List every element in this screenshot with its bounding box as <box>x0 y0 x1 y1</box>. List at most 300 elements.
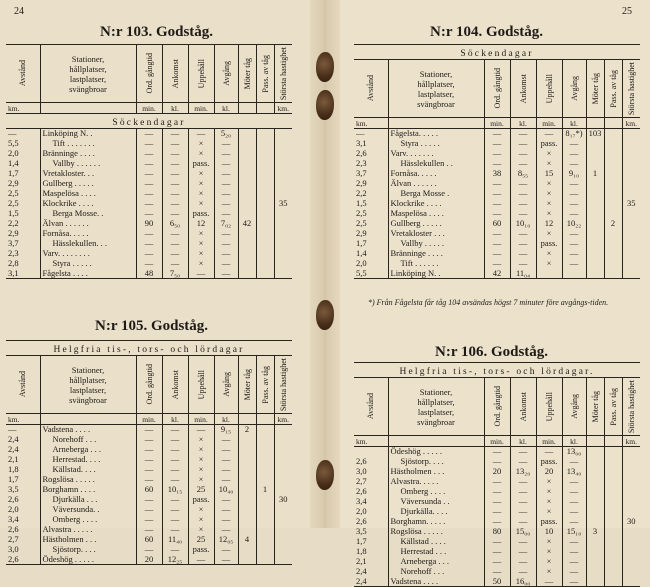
station-name: Fornåsa. . . . . <box>388 169 484 179</box>
mot-cell <box>586 229 604 239</box>
ank-cell: — <box>162 465 188 475</box>
mot-cell <box>586 467 604 477</box>
col-pass: Pass. av tåg <box>604 60 622 118</box>
speed-cell <box>274 179 292 189</box>
ord-cell: — <box>136 169 162 179</box>
upp-cell: pass. <box>188 545 214 555</box>
ank-cell: — <box>162 139 188 149</box>
avg-cell: — <box>214 445 238 455</box>
ord-cell: — <box>136 249 162 259</box>
ank-cell: — <box>510 129 536 139</box>
ord-cell: — <box>484 497 510 507</box>
km-cell: 2,3 <box>356 158 367 168</box>
upp-cell: × <box>536 567 562 577</box>
col-stations: Stationer, hållplatser, lastplatser, svängbroar <box>40 45 136 103</box>
ank-cell: — <box>510 159 536 169</box>
col-avgang: Avgång <box>562 378 586 436</box>
mot-cell <box>238 229 256 239</box>
ank-cell: 15₀₀ <box>510 527 536 537</box>
pas-cell <box>256 495 274 505</box>
avg-cell: 12₀₅ <box>214 535 238 545</box>
col-storsta: Största hastighet <box>622 378 640 436</box>
km-cell: 2,3 <box>8 248 19 258</box>
speed-cell <box>274 209 292 219</box>
avg-cell: — <box>562 239 586 249</box>
station-name: Maspelösa . . . . <box>40 189 136 199</box>
station-name: Styra . . . . . <box>40 259 136 269</box>
ord-cell: — <box>136 229 162 239</box>
station-name: Bränninge . . . . <box>40 149 136 159</box>
speed-cell <box>274 149 292 159</box>
upp-cell <box>536 269 562 279</box>
pas-cell <box>256 189 274 199</box>
pas-cell <box>604 557 622 567</box>
binding-stitch <box>316 90 334 120</box>
station-name: Bränninge . . . . <box>388 249 484 259</box>
avg-cell: — <box>214 199 238 209</box>
station-name: Berga Mosse . <box>388 189 484 199</box>
station-name: Fornåsa. . . . . <box>40 229 136 239</box>
station-name: Älvan . . . . . . <box>40 219 136 229</box>
upp-cell: × <box>188 189 214 199</box>
page-number-right: 25 <box>622 6 632 17</box>
avg-cell: — <box>562 497 586 507</box>
ank-cell: — <box>162 259 188 269</box>
pas-cell <box>604 577 622 587</box>
upp-cell: — <box>188 129 214 139</box>
avg-cell: — <box>562 477 586 487</box>
timetable-row <box>6 445 292 455</box>
pas-cell <box>256 129 274 139</box>
upp-cell: × <box>536 557 562 567</box>
timetable-row <box>354 209 640 219</box>
pas-cell <box>604 249 622 259</box>
mot-cell: 42 <box>238 219 256 229</box>
pas-cell <box>604 517 622 527</box>
pas-cell <box>256 199 274 209</box>
col-storsta: Största hastighet <box>274 45 292 103</box>
mot-cell <box>586 199 604 209</box>
speed-cell <box>622 129 640 139</box>
col-avgang: Avgång <box>214 45 238 103</box>
km-cell: 2,9 <box>356 228 367 238</box>
avg-cell: 5₂₀ <box>214 129 238 139</box>
avg-cell: — <box>214 435 238 445</box>
avg-cell: — <box>562 229 586 239</box>
mot-cell <box>586 259 604 269</box>
ord-cell: — <box>484 199 510 209</box>
unit-min: min. <box>136 414 162 425</box>
avg-cell: — <box>562 487 586 497</box>
col-stations: Stationer, hållplatser, lastplatser, svängbroar <box>40 356 136 414</box>
avg-cell: 13₄₀ <box>562 467 586 477</box>
ord-cell: — <box>484 557 510 567</box>
speed-cell <box>622 229 640 239</box>
ord-cell: 50 <box>484 577 510 587</box>
station-name: Väversunda. . <box>40 505 136 515</box>
speed-cell <box>274 189 292 199</box>
station-name: Älvan . . . . . . <box>388 179 484 189</box>
speed-cell <box>274 455 292 465</box>
timetable-row <box>6 179 292 189</box>
station-name: Norehoff . . . <box>40 435 136 445</box>
speed-cell <box>274 249 292 259</box>
km-cell: 2,0 <box>8 504 19 514</box>
unit-min: min. <box>484 118 510 129</box>
timetable-row <box>354 477 640 487</box>
ord-cell: 60 <box>136 485 162 495</box>
avg-cell: — <box>562 567 586 577</box>
ord-cell: — <box>136 209 162 219</box>
ank-cell: 10₁₀ <box>510 219 536 229</box>
upp-cell: × <box>536 249 562 259</box>
speed-cell <box>274 445 292 455</box>
speed-cell <box>622 497 640 507</box>
upp-cell: pass. <box>536 139 562 149</box>
upp-cell: × <box>536 259 562 269</box>
mot-cell <box>238 515 256 525</box>
mot-cell: 2 <box>238 425 256 435</box>
avg-cell: — <box>214 189 238 199</box>
day-band: Helgfria tis-, tors- och lördagar. <box>354 363 640 378</box>
avg-cell: — <box>214 505 238 515</box>
pas-cell <box>256 159 274 169</box>
col-storsta: Största hastighet <box>622 60 640 118</box>
speed-cell <box>622 179 640 189</box>
upp-cell: × <box>536 159 562 169</box>
ank-cell: — <box>510 229 536 239</box>
ank-cell: — <box>510 199 536 209</box>
avg-cell: 9₁₅ <box>214 425 238 435</box>
avg-cell <box>562 269 586 279</box>
upp-cell: × <box>536 189 562 199</box>
unit-min: min. <box>536 436 562 447</box>
timetable-row <box>6 189 292 199</box>
ank-cell: — <box>162 475 188 485</box>
mot-cell <box>586 547 604 557</box>
ord-cell: — <box>484 239 510 249</box>
mot-cell <box>238 475 256 485</box>
col-moter: Möter tåg <box>586 378 604 436</box>
upp-cell: pass. <box>536 239 562 249</box>
km-cell: 2,6 <box>8 524 19 534</box>
timetable-row <box>354 557 640 567</box>
speed-cell: 30 <box>274 495 292 505</box>
km-cell: 2,4 <box>356 576 367 586</box>
station-name: Ödeshög . . . . . <box>40 555 136 565</box>
unit-kl: kl. <box>562 118 586 129</box>
mot-cell <box>586 219 604 229</box>
ord-cell: — <box>484 547 510 557</box>
speed-cell: 35 <box>622 199 640 209</box>
km-cell: 2,9 <box>8 228 19 238</box>
timetable-row <box>6 129 292 139</box>
mot-cell <box>586 139 604 149</box>
ord-cell: — <box>484 249 510 259</box>
pas-cell <box>256 515 274 525</box>
mot-cell <box>586 447 604 457</box>
upp-cell: × <box>536 547 562 557</box>
avg-cell: — <box>562 159 586 169</box>
avg-cell: 15₁₀ <box>562 527 586 537</box>
ank-cell: — <box>162 169 188 179</box>
km-cell: 2,4 <box>356 566 367 576</box>
ank-cell: — <box>162 515 188 525</box>
upp-cell: 10 <box>536 527 562 537</box>
ank-cell: — <box>510 447 536 457</box>
mot-cell <box>238 259 256 269</box>
upp-cell: × <box>536 537 562 547</box>
timetable-row <box>6 475 292 485</box>
station-name: Linköping N. . <box>388 269 484 279</box>
timetable-row <box>354 447 640 457</box>
avg-cell: — <box>214 139 238 149</box>
pas-cell <box>256 545 274 555</box>
col-moter: Möter tåg <box>238 356 256 414</box>
avg-cell: 7₀₂ <box>214 219 238 229</box>
ank-cell: — <box>162 189 188 199</box>
station-name: Vretakloster. . . <box>40 169 136 179</box>
mot-cell <box>238 169 256 179</box>
speed-cell <box>274 465 292 475</box>
mot-cell <box>586 497 604 507</box>
avg-cell: — <box>214 259 238 269</box>
km-cell: 1,5 <box>356 198 367 208</box>
station-name: Hästholmen . . . <box>388 467 484 477</box>
pas-cell <box>256 219 274 229</box>
timetable-row <box>354 467 640 477</box>
station-name: Klockrike . . . . <box>40 199 136 209</box>
day-band: Söckendagar <box>6 114 292 129</box>
col-ord: Ord. gångtid <box>136 356 162 414</box>
train-106-title: N:r 106. Godståg. <box>435 344 549 360</box>
speed-cell <box>622 209 640 219</box>
station-name: Källstad . . . . <box>388 537 484 547</box>
col-avstand: Avstånd <box>6 356 40 414</box>
ord-cell: — <box>484 259 510 269</box>
avg-cell: — <box>214 465 238 475</box>
col-moter: Möter tåg <box>238 45 256 103</box>
avg-cell: — <box>562 189 586 199</box>
pas-cell <box>604 129 622 139</box>
timetable-row <box>354 219 640 229</box>
timetable-row <box>354 567 640 577</box>
mot-cell <box>586 209 604 219</box>
speed-cell <box>622 477 640 487</box>
ank-cell: — <box>510 239 536 249</box>
mot-cell <box>586 149 604 159</box>
ord-cell: — <box>484 179 510 189</box>
timetable-row <box>354 169 640 179</box>
col-moter: Möter tåg <box>586 60 604 118</box>
km-cell <box>354 447 388 457</box>
mot-cell <box>586 249 604 259</box>
avg-cell: — <box>214 515 238 525</box>
speed-cell <box>274 485 292 495</box>
ank-cell: — <box>162 445 188 455</box>
upp-cell: × <box>188 239 214 249</box>
pas-cell <box>256 269 274 279</box>
timetable-row <box>6 545 292 555</box>
mot-cell <box>586 577 604 587</box>
station-name: Varv. . . . . . . . <box>40 249 136 259</box>
ank-cell: — <box>510 149 536 159</box>
pas-cell <box>604 159 622 169</box>
ord-cell: — <box>136 515 162 525</box>
ank-cell: 11₀₄ <box>510 269 536 279</box>
pas-cell <box>256 259 274 269</box>
timetable-row <box>354 149 640 159</box>
avg-cell: — <box>214 169 238 179</box>
binding-stitch <box>316 460 334 490</box>
pas-cell <box>256 525 274 535</box>
avg-cell: — <box>562 537 586 547</box>
mot-cell <box>238 199 256 209</box>
ord-cell: — <box>136 259 162 269</box>
speed-cell <box>622 259 640 269</box>
speed-cell <box>622 487 640 497</box>
timetable-row <box>6 209 292 219</box>
timetable-row <box>6 435 292 445</box>
pas-cell <box>604 537 622 547</box>
km-cell: — <box>8 128 17 138</box>
pas-cell <box>604 567 622 577</box>
col-ankomst: Ankomst <box>510 378 536 436</box>
km-cell: 2,6 <box>356 486 367 496</box>
col-uppehall: Uppehåll <box>188 356 214 414</box>
upp-cell: × <box>536 209 562 219</box>
mot-cell <box>238 239 256 249</box>
ank-cell: — <box>162 455 188 465</box>
speed-cell <box>622 159 640 169</box>
timetable-row <box>354 179 640 189</box>
timetable-row <box>6 219 292 229</box>
km-cell: 3,4 <box>8 514 19 524</box>
timetable-row <box>354 457 640 467</box>
unit-km: km. <box>354 118 388 129</box>
pas-cell <box>604 149 622 159</box>
upp-cell: × <box>188 515 214 525</box>
upp-cell: × <box>188 505 214 515</box>
avg-cell: — <box>214 555 238 565</box>
station-name: Omberg . . . . <box>40 515 136 525</box>
ank-cell: — <box>510 557 536 567</box>
ord-cell: 80 <box>484 527 510 537</box>
mot-cell <box>238 149 256 159</box>
ank-cell: 12₂₅ <box>162 555 188 565</box>
station-name: Ödeshög . . . . . <box>388 447 484 457</box>
station-name: Hästholmen . . . <box>40 535 136 545</box>
mot-cell: 103 <box>586 129 604 139</box>
col-pass: Pass. av tåg <box>256 356 274 414</box>
avg-cell: — <box>562 547 586 557</box>
unit-kl: kl. <box>510 118 536 129</box>
binding-stitch <box>316 52 334 82</box>
col-ord: Ord. gångtid <box>136 45 162 103</box>
ord-cell: 20 <box>484 467 510 477</box>
timetable-grid <box>354 44 640 279</box>
mot-cell <box>238 209 256 219</box>
pas-cell <box>256 179 274 189</box>
timetable-row <box>6 269 292 279</box>
pas-cell <box>256 465 274 475</box>
ank-cell: — <box>510 497 536 507</box>
mot-cell <box>238 249 256 259</box>
km-cell: 2,5 <box>356 208 367 218</box>
ord-cell: — <box>136 495 162 505</box>
speed-cell <box>622 567 640 577</box>
unit-kl: kl. <box>214 414 238 425</box>
km-cell: 3,1 <box>8 268 19 278</box>
timetable-row <box>6 199 292 209</box>
upp-cell: × <box>536 507 562 517</box>
km-cell: 1,7 <box>356 238 367 248</box>
km-cell: 2,1 <box>356 556 367 566</box>
km-cell: 1,8 <box>8 464 19 474</box>
ord-cell: — <box>136 545 162 555</box>
ord-cell: — <box>484 229 510 239</box>
mot-cell <box>238 505 256 515</box>
speed-cell <box>274 169 292 179</box>
mot-cell <box>238 465 256 475</box>
speed-cell <box>622 527 640 537</box>
timetable-grid <box>354 362 640 587</box>
km-cell: 2,4 <box>8 434 19 444</box>
ank-cell: — <box>162 435 188 445</box>
timetable-row <box>6 259 292 269</box>
day-band: Helgfria tis-, tors- och lördagar <box>6 341 292 356</box>
avg-cell: — <box>562 259 586 269</box>
speed-cell <box>622 239 640 249</box>
station-name: Herrestad. . . . <box>40 455 136 465</box>
pas-cell <box>604 467 622 477</box>
upp-cell: 12 <box>188 219 214 229</box>
upp-cell: × <box>188 169 214 179</box>
station-name: Djurkälla . . . <box>40 495 136 505</box>
avg-cell: — <box>214 475 238 485</box>
km-cell: 1,7 <box>8 474 19 484</box>
pas-cell <box>604 547 622 557</box>
speed-cell <box>622 189 640 199</box>
ord-cell: — <box>136 505 162 515</box>
pas-cell <box>256 425 274 435</box>
upp-cell: — <box>188 555 214 565</box>
ank-cell: 6₅₀ <box>162 219 188 229</box>
km-cell: 2,6 <box>8 494 19 504</box>
upp-cell: × <box>188 139 214 149</box>
timetable-row <box>6 535 292 545</box>
pas-cell: 2 <box>604 219 622 229</box>
mot-cell <box>586 457 604 467</box>
upp-cell: × <box>536 487 562 497</box>
pas-cell <box>256 455 274 465</box>
unit-min: min. <box>484 436 510 447</box>
km-cell: 2,1 <box>8 454 19 464</box>
upp-cell: × <box>188 475 214 485</box>
station-name: Vadstena . . . . <box>40 425 136 435</box>
speed-cell <box>622 149 640 159</box>
station-name: Rogslösa . . . . . <box>40 475 136 485</box>
ank-cell: — <box>510 457 536 467</box>
upp-cell: × <box>536 199 562 209</box>
timetable-row <box>354 527 640 537</box>
timetable-row <box>6 425 292 435</box>
mot-cell: 4 <box>238 535 256 545</box>
avg-cell: — <box>562 249 586 259</box>
upp-cell: pass. <box>188 495 214 505</box>
station-name: Alvastra . . . . . <box>40 525 136 535</box>
km-cell: 2,6 <box>8 554 19 564</box>
